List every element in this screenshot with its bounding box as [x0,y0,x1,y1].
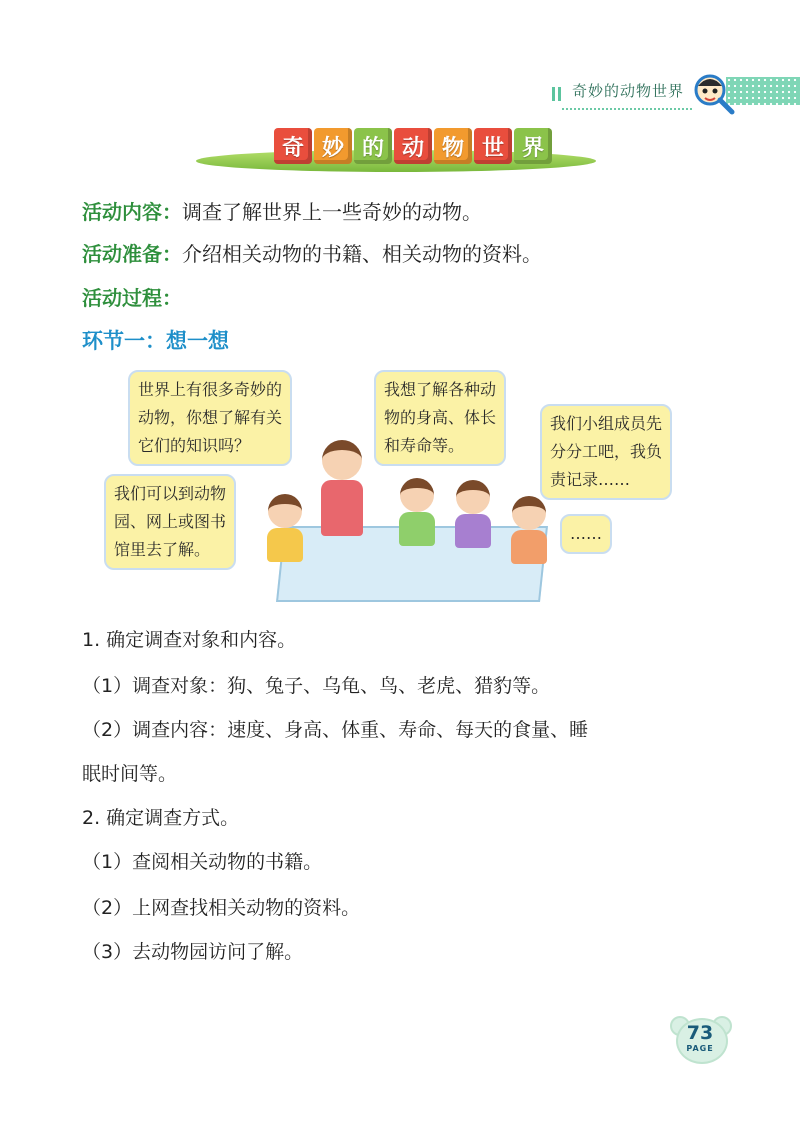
step-item: （2）上网查找相关动物的资料。 [82,897,361,919]
step-heading: 2. 确定调查方式。 [82,807,240,829]
bubble-line: 我们可以到动物 [114,484,227,503]
speech-bubble-kid-middle [374,370,506,466]
header-divider [562,108,692,110]
step-item-continued: 眠时间等。 [82,763,178,785]
mascot-magnifier-icon [692,72,736,120]
bubble-line: 动物，你想了解有关 [138,408,283,427]
kid-figure [400,478,435,546]
speech-bubble-kid-far [560,514,612,554]
step-heading: 1. 确定调查对象和内容。 [82,629,297,651]
activity-process [82,284,182,312]
step-item: （1）调查对象：狗、兔子、乌龟、鸟、老虎、猎豹等。 [82,675,551,697]
banner-char-block: 物 [434,128,472,164]
activity-prep-label: 活动准备： [82,242,182,266]
banner-char-block: 世 [474,128,512,164]
page-label: PAGE [686,1044,714,1053]
speech-bubble-kid-right [540,404,672,500]
banner-char-block: 妙 [314,128,352,164]
banner-char-block: 动 [394,128,432,164]
bubble-line: 世界上有很多奇妙的 [138,380,283,399]
banner-char-block: 的 [354,128,392,164]
bubble-line: 它们的知识吗？ [138,436,251,455]
activity-prep-text: 介绍相关动物的书籍、相关动物的资料。 [182,242,542,266]
bubble-line: 和寿命等。 [384,436,465,455]
bubble-line: 物的身高、体长 [384,408,497,427]
banner-char-block: 奇 [274,128,312,164]
step-item: （2）调查内容：速度、身高、体重、寿命、每天的食量、睡 [82,719,589,741]
bubble-line: 园、网上或图书 [114,512,227,531]
kid-figure [512,496,547,564]
banner-char-block: 界 [514,128,552,164]
bubble-line: 馆里去了解。 [114,540,211,559]
banner-blocks [274,128,552,164]
running-header-title: 奇妙的动物世界 [572,82,685,100]
speech-bubble-kid-left [104,474,236,570]
speech-bubble-teacher [128,370,292,466]
bubble-line: 责记录…… [550,470,631,489]
activity-content [82,198,482,226]
classroom-illustration [100,368,700,608]
page-number-badge [668,1016,732,1062]
bubble-line: 我想了解各种动 [384,380,497,399]
activity-process-label: 活动过程： [82,286,182,310]
activity-content-label: 活动内容： [82,200,182,224]
header-strip [726,77,800,105]
title-banner [196,118,596,174]
teacher-figure [322,440,363,536]
step-item: （3）去动物园访问了解。 [82,941,304,963]
section-title: 环节一：想一想 [82,329,229,353]
step-item: （1）查阅相关动物的书籍。 [82,851,323,873]
activity-prep [82,240,542,268]
page-number: 73 [686,1022,714,1044]
bubble-line: 分分工吧，我负 [550,442,663,461]
bubble-line: 我们小组成员先 [550,414,663,433]
kid-figure [456,480,491,548]
bubble-line: …… [570,524,602,543]
activity-content-text: 调查了解世界上一些奇妙的动物。 [182,200,482,224]
header-bars [552,86,564,105]
kid-figure [268,494,303,562]
